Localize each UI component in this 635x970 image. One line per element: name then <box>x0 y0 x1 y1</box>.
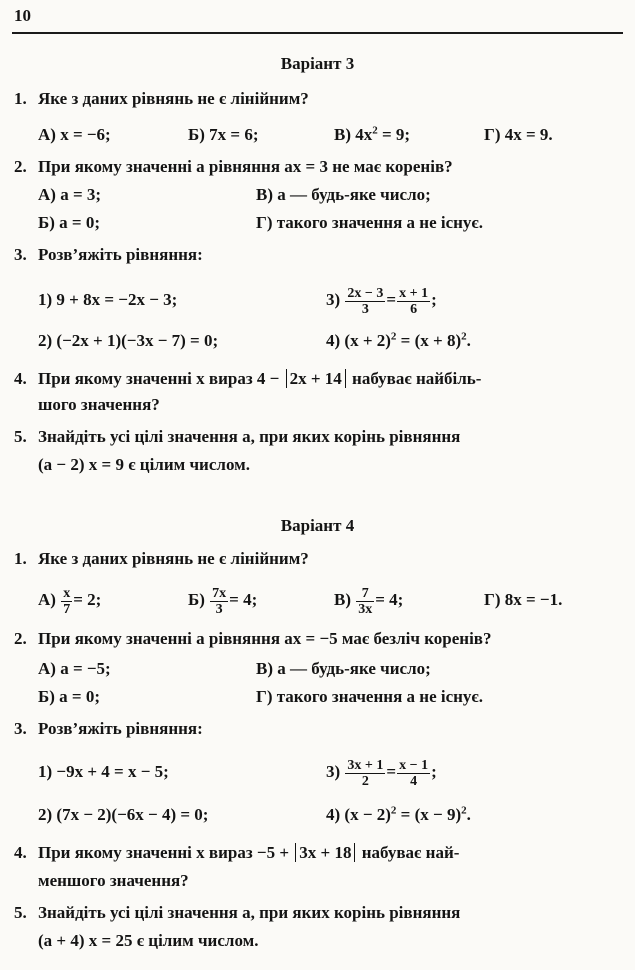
equals: = <box>386 762 397 781</box>
v3-q5-line2: (a − 2) x = 9 є цілим числом. <box>38 455 250 474</box>
v3-question-5 <box>14 426 621 448</box>
fraction <box>345 286 385 317</box>
equation-1: 1) 9 + 8x = −2x − 3; <box>38 290 178 309</box>
option-v: В) a — будь-яке число; <box>256 185 431 204</box>
v4-question-1 <box>14 548 621 570</box>
denominator: 3 <box>215 601 223 617</box>
equation-part: 4) (x − 2) <box>326 805 391 824</box>
question-text: При якому значенні a рівняння ax = −5 має безліч коренів? <box>38 629 492 648</box>
question-text: Знайдіть усі цілі значення a, при яких корінь рівняння <box>38 427 461 446</box>
exponent: 2 <box>390 330 397 343</box>
denominator: 2 <box>361 773 369 789</box>
semicolon: ; <box>431 762 437 781</box>
question-text: При якому значенні x вираз 4 − <box>38 369 280 388</box>
denominator: 7 <box>63 601 71 617</box>
v3-question-2 <box>14 156 621 178</box>
option-b: Б) a = 0; <box>38 213 100 232</box>
equation-4 <box>326 804 471 826</box>
equation-3 <box>326 282 437 318</box>
fraction <box>61 586 72 617</box>
question-text-end: набуває най- <box>361 843 460 862</box>
equation-part: . <box>466 805 471 824</box>
question-text: Яке з даних рівнянь не є лінійним? <box>38 549 309 568</box>
option-c-rest: = 9; <box>377 125 411 144</box>
question-number: 2. <box>14 629 27 648</box>
semicolon: ; <box>431 290 437 309</box>
v3-question-3 <box>14 244 621 266</box>
fraction <box>397 758 430 789</box>
option-g: Г) такого значення a не існує. <box>256 687 484 706</box>
question-text: Розв’яжіть рівняння: <box>38 245 203 264</box>
v4-q3-row1 <box>38 754 621 790</box>
question-number: 2. <box>14 157 27 176</box>
equation-part: = (x + 8) <box>396 331 462 350</box>
question-text: Знайдіть усі цілі значення a, при яких корінь рівняння <box>38 903 461 922</box>
numerator: x <box>63 585 71 601</box>
option-label: А) <box>38 590 56 609</box>
option-a: А) x = −6; <box>38 125 111 144</box>
denominator: 3x <box>358 601 373 617</box>
equation-label: 3) <box>326 290 341 309</box>
v4-q4-line2: меншого значення? <box>38 871 189 890</box>
exponent: 2 <box>461 330 467 343</box>
denominator: 6 <box>410 301 418 317</box>
denominator: 3 <box>361 301 369 317</box>
numerator: x + 1 <box>399 285 429 301</box>
option-a: А) a = 3; <box>38 185 102 204</box>
option-c <box>334 582 403 618</box>
header-rule <box>12 32 623 34</box>
option-b <box>188 582 257 618</box>
option-a <box>38 582 101 618</box>
exponent: 2 <box>372 124 378 137</box>
equation-part: 4) (x + 2) <box>326 331 391 350</box>
fraction <box>356 586 374 617</box>
equation-1: 1) −9x + 4 = x − 5; <box>38 762 169 781</box>
v4-question-5 <box>14 902 621 924</box>
question-text: Яке з даних рівнянь не є лінійним? <box>38 89 309 108</box>
question-text: При якому значенні a рівняння ax = 3 не має коренів? <box>38 157 453 176</box>
absolute-value: 3x + 18 <box>295 843 355 862</box>
v3-q4-line2: шого значення? <box>38 395 160 414</box>
v4-question-2 <box>14 628 621 650</box>
equation-3 <box>326 754 437 790</box>
v4-question-4 <box>14 842 621 864</box>
variant-4-title: Варіант 4 <box>280 516 355 535</box>
fraction <box>397 286 430 317</box>
numerator: 7x <box>212 585 227 601</box>
option-c <box>334 124 410 146</box>
option-d: Г) 4x = 9. <box>484 125 553 144</box>
option-rest: = 4; <box>229 590 258 609</box>
variant-3-title: Варіант 3 <box>280 54 355 73</box>
equation-2: 2) (−2x + 1)(−3x − 7) = 0; <box>38 331 219 350</box>
equation-2: 2) (7x − 2)(−6x − 4) = 0; <box>38 805 209 824</box>
question-number: 1. <box>14 89 27 108</box>
question-number: 4. <box>14 369 27 388</box>
option-rest: = 2; <box>73 590 102 609</box>
option-g: Г) такого значення a не існує. <box>256 213 484 232</box>
equation-4 <box>326 330 471 352</box>
option-b: Б) 7x = 6; <box>188 125 259 144</box>
question-text: Розв’яжіть рівняння: <box>38 719 203 738</box>
question-number: 5. <box>14 903 27 922</box>
question-text-end: набуває найбіль- <box>352 369 482 388</box>
numerator: 7 <box>356 586 374 602</box>
fraction <box>210 586 228 617</box>
question-number: 3. <box>14 245 27 264</box>
absolute-value: 2x + 14 <box>286 369 346 388</box>
option-rest: = 4; <box>375 590 404 609</box>
numerator: 3x + 1 <box>347 757 384 773</box>
equation-part: = (x − 9) <box>396 805 462 824</box>
equation-label: 3) <box>326 762 341 781</box>
exponent: 2 <box>461 804 467 817</box>
option-d: Г) 8x = −1. <box>484 590 563 609</box>
option-v: В) a — будь-яке число; <box>256 659 431 678</box>
question-number: 3. <box>14 719 27 738</box>
option-a: А) a = −5; <box>38 659 111 678</box>
v3-question-1 <box>14 88 621 110</box>
question-text: При якому значенні x вираз −5 + <box>38 843 290 862</box>
v4-q1-options <box>38 582 621 618</box>
equals: = <box>386 290 397 309</box>
equation-part: . <box>466 331 471 350</box>
fraction <box>345 758 385 789</box>
v4-question-3 <box>14 718 621 740</box>
page-number: 10 <box>14 6 31 25</box>
option-label: Б) <box>188 590 205 609</box>
numerator: 2x − 3 <box>347 285 384 301</box>
question-number: 5. <box>14 427 27 446</box>
option-b: Б) a = 0; <box>38 687 100 706</box>
question-number: 1. <box>14 549 27 568</box>
option-c-base: В) 4x <box>334 125 373 144</box>
option-label: В) <box>334 590 351 609</box>
v3-question-4 <box>14 368 621 390</box>
v3-q3-row1 <box>38 282 621 318</box>
v4-q5-line2: (a + 4) x = 25 є цілим числом. <box>38 931 259 950</box>
numerator: x − 1 <box>399 757 429 773</box>
exponent: 2 <box>390 804 397 817</box>
denominator: 4 <box>410 773 418 789</box>
question-number: 4. <box>14 843 27 862</box>
